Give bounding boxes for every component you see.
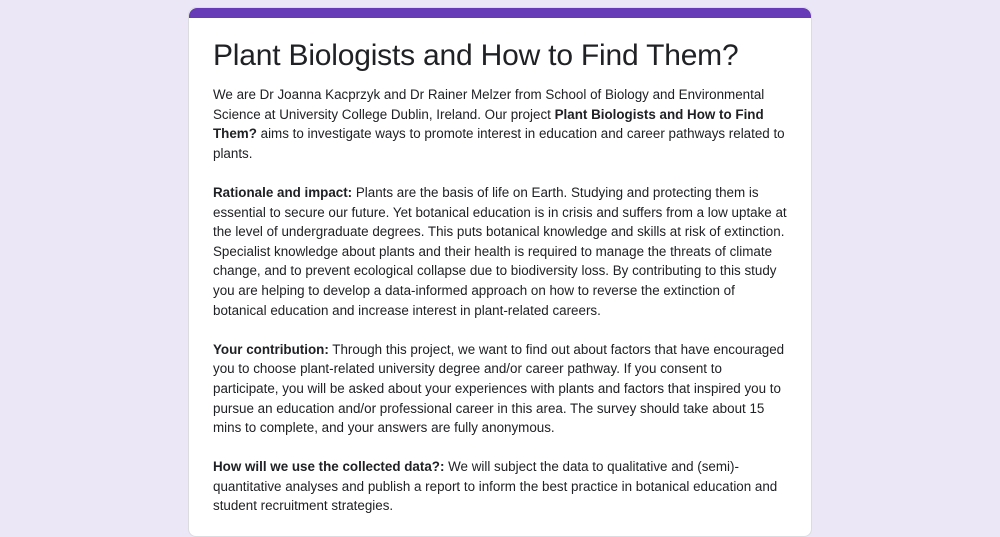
section-data-use: [213, 457, 787, 516]
intro-project-name: Plant Biologists and How to Find Them?: [213, 106, 764, 142]
form-description: [213, 85, 787, 516]
section-body: Through this project, we want to find out about factors that have encouraged you to choose plant-related university degree and/or career pathway. If you consent to participate, you will be asked about your experiences with plants and factors that inspired you to pursue an education and/or professional career in this area. The survey should take about 15 mins to complete, and your answers are fully anonymous.: [213, 341, 785, 436]
section-heading: How will we use the collected data?:: [213, 459, 445, 475]
section-heading: Rationale and impact:: [213, 184, 353, 200]
intro-paragraph: [213, 85, 787, 163]
form-header-content: [189, 18, 811, 516]
intro-text-after: aims to investigate ways to promote interest in education and career pathways related to plants.: [213, 126, 785, 161]
form-title: Plant Biologists and How to Find Them?: [213, 39, 739, 72]
section-contribution: [213, 340, 787, 438]
intro-text-before: We are Dr Joanna Kacprzyk and Dr Rainer Melzer from School of Biology and Environmental Science at University College Dublin, Ireland. Our project: [213, 87, 765, 122]
section-heading: Your contribution:: [213, 341, 329, 357]
form-accent-bar: [189, 8, 811, 18]
section-body: Plants are the basis of life on Earth. Studying and protecting them is essential to secure our future. Yet botanical education is in crisis and suffers from a low uptake at the level of undergraduate degrees. This puts botanical knowledge and skills at risk of extinction. Specialist knowledge about plants and their health is required to manage the threats of climate change, and to prevent ecological collapse due to biodiversity loss. By contributing to this study you are helping to develop a data-informed approach on how to reverse the extinction of botanical education and increase interest in plant-related careers.: [213, 184, 787, 318]
section-rationale: [213, 183, 787, 320]
form-header-card: [188, 7, 812, 537]
section-body: We will subject the data to qualitative and (semi)-quantitative analyses and publish a report to inform the best practice in botanical education and student recruitment strategies.: [213, 459, 778, 514]
